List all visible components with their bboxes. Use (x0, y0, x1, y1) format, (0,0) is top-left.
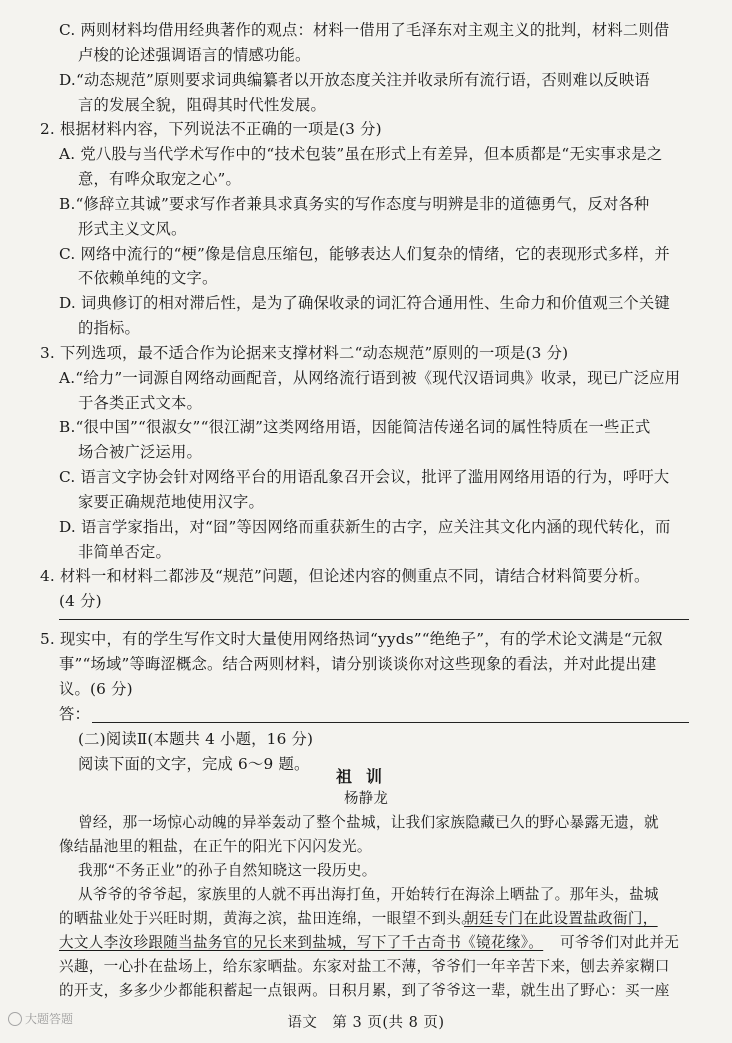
text-line-l04: 言的发展全貌，阻碍其时代性发展。 (78, 95, 326, 114)
text-line-l25: 5. 现实中，有的学生写作文时大量使用网络热词“yyds”“绝绝子”，有的学术论文满是“元叙 (40, 630, 663, 649)
answer-line-q4-1[interactable] (59, 619, 689, 620)
text-line-l26: 事”“场域”等晦涩概念。结合两则材料，请分别谈谈你对这些现象的看法，并对此提出建 (59, 655, 657, 674)
article-title: 祖训 (335, 767, 396, 786)
article-line-a03: 我那“不务正业”的孙子自然知晓这一段历史。 (78, 862, 377, 879)
watermark (8, 1010, 73, 1027)
text-line-l22: 非简单否定。 (78, 542, 171, 561)
text-line-l30: 阅读下面的文字，完成 6～9 题。 (78, 754, 310, 773)
text-line-l06: A. 党八股与当代学术写作中的“技术包装”虽在形式上有差异，但本质都是“无实事求是之 (59, 145, 663, 164)
text-line-l23: 4. 材料一和材料二都涉及“规范”问题，但论述内容的侧重点不同，请结合材料简要分析。 (40, 567, 650, 586)
text-line-l05: 2. 根据材料内容，下列说法不正确的一项是(3 分) (40, 120, 382, 139)
text-line-l24: (4 分) (59, 592, 102, 611)
text-line-l29: (二)阅读Ⅱ(本题共 4 小题，16 分) (78, 729, 314, 748)
text-line-l21: D. 语言学家指出，对“囧”等因网络而重获新生的古字，应关注其文化内涵的现代转化，而 (59, 517, 671, 536)
text-line-l07: 意，有哗众取宠之心”。 (78, 170, 241, 189)
text-line-l01: C. 两则材料均借用经典著作的观点：材料一借用了毛泽东对主观主义的批判，材料二则借 (59, 21, 670, 40)
text-line-l10: C. 网络中流行的“梗”像是信息压缩包，能够表达人们复杂的情绪，它的表现形式多样，并 (59, 244, 670, 263)
watermark-text: 大题答题 (25, 1012, 74, 1026)
article-line-a02: 像结晶池里的粗盐，在正午的阳光下闪闪发光。 (59, 838, 372, 855)
article-line-a06: 可爷爷们对此并无 (560, 934, 680, 951)
article-line-a05: 的晒盐业处于兴旺时期，黄海之滨，盐田连绵，一眼望不到头。 (59, 910, 477, 927)
text-line-l13: 的指标。 (78, 319, 140, 338)
article-line-a08: 的开支，多多少少都能积蓄起一点银两。日积月累，到了爷爷这一辈，就生出了野心：买一座 (59, 982, 670, 999)
text-line-l14: 3. 下列选项，最不适合作为论据来支撑材料二“动态规范”原则的一项是(3 分) (40, 343, 569, 362)
text-line-l27: 议。(6 分) (59, 680, 133, 699)
text-line-l18: 场合被广泛运用。 (78, 443, 202, 462)
article-author: 杨静龙 (343, 791, 389, 807)
article-line-a04: 从爷爷的爷爷起，家族里的人就不再出海打鱼，开始转行在海涂上晒盐了。那年头，盐城 (78, 886, 659, 903)
text-line-l11: 不依赖单纯的文字。 (78, 269, 218, 288)
text-line-l20: 家要正确规范地使用汉字。 (78, 492, 264, 511)
text-line-l09: 形式主义文风。 (78, 219, 187, 238)
article-line-a01: 曾经，那一场惊心动魄的异举轰动了整个盐城，让我们家族隐藏已久的野心暴露无遗，就 (78, 814, 659, 831)
text-line-l17: B.“很中国”“很淑女”“很江湖”这类网络用语，因能简洁传递名词的属性特质在一些正式 (59, 418, 651, 437)
text-line-l19: C. 语言文字协会针对网络平台的用语乱象召开会议，批评了滥用网络用语的行为，呼吁大 (59, 468, 670, 487)
answer-line-q5[interactable] (92, 722, 689, 723)
page-footer: 语文 第 3 页(共 8 页) (287, 1015, 445, 1031)
watermark-logo-icon (8, 1012, 22, 1026)
article-line-a07: 兴趣，一心扑在盐场上，给东家晒盐。东家对盐工不薄，爷爷们一年辛苦下来，刨去养家糊口 (59, 958, 670, 975)
text-line-l12: D. 词典修订的相对滞后性，是为了确保收录的词汇符合通用性、生命力和价值观三个关键 (59, 294, 670, 313)
text-line-l15: A.“给力”一词源自网络动画配音，从网络流行语到被《现代汉语词典》收录，现已广泛应用 (59, 368, 681, 387)
article-line-a06u: 大文人李汝珍跟随当盐务官的兄长来到盐城，写下了千古奇书《镜花缘》。 (59, 934, 544, 951)
text-line-l02: 卢梭的论述强调语言的情感功能。 (78, 45, 311, 64)
text-line-l08: B.“修辞立其诚”要求写作者兼具求真务实的写作态度与明辨是非的道德勇气，反对各种 (59, 194, 650, 213)
text-line-l03: D.“动态规范”原则要求词典编纂者以开放态度关注并收录所有流行语，否则难以反映语 (59, 70, 650, 89)
article-line-a05u: 朝廷专门在此设置盐政衙门， (464, 910, 658, 927)
text-line-l16: 于各类正式文本。 (78, 393, 202, 412)
text-line-l28: 答： (59, 704, 90, 723)
